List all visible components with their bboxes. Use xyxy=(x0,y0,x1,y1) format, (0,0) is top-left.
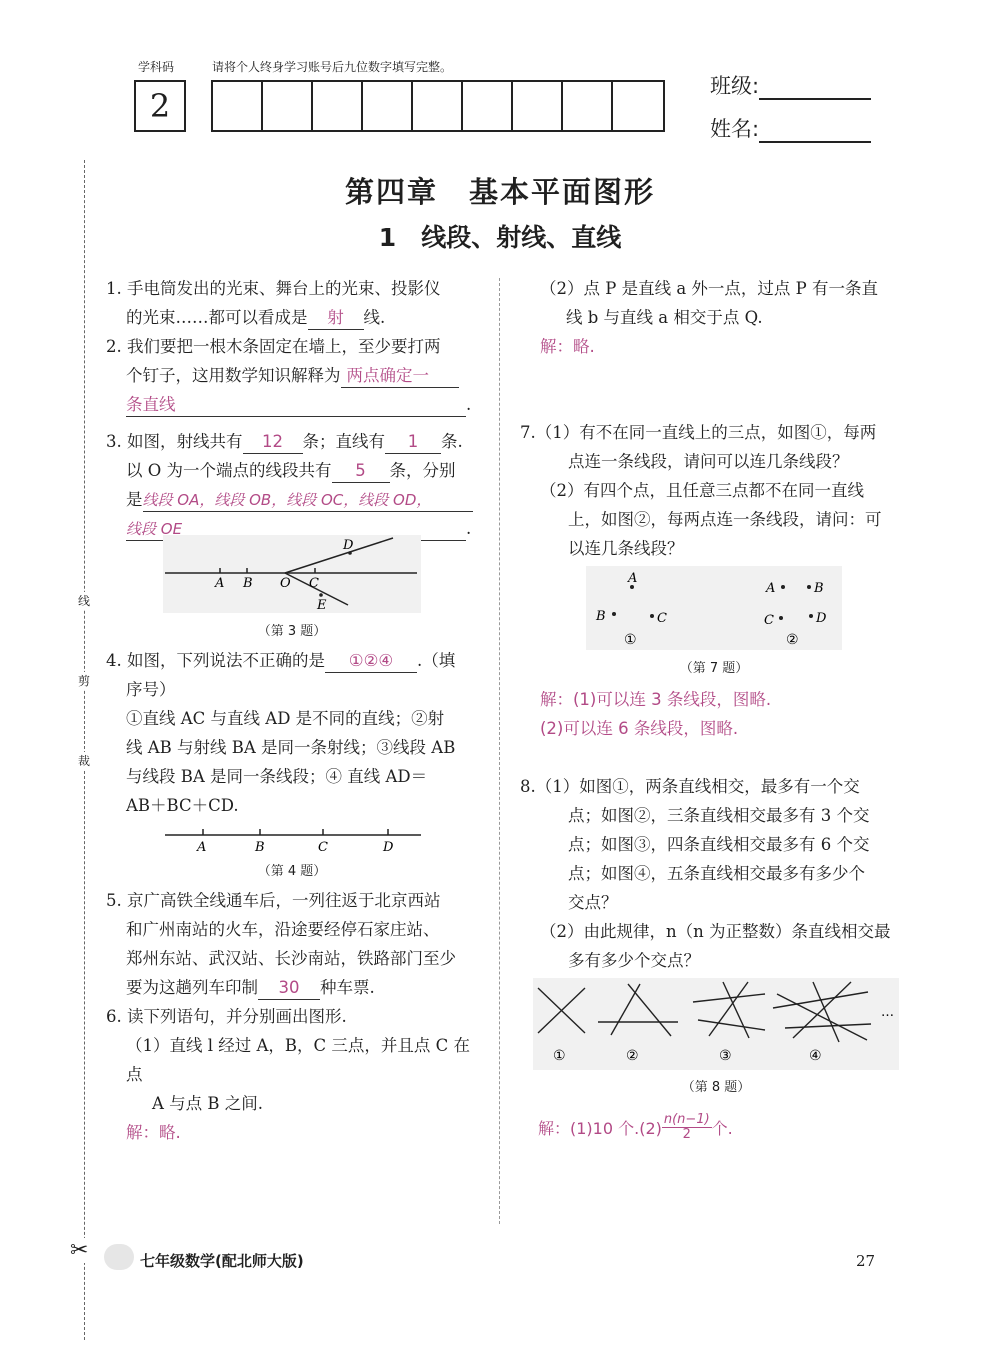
q7-line1: 7.（1）有不在同一直线上的三点，如图①，每两 xyxy=(520,423,877,442)
q4-label-d: D xyxy=(383,840,394,855)
name-line[interactable] xyxy=(759,121,871,143)
q8-label-1: ① xyxy=(553,1048,566,1064)
page-number: 27 xyxy=(856,1252,876,1270)
q7b-label-num: ② xyxy=(786,632,799,648)
q3-caption: （第 3 题） xyxy=(257,624,327,639)
q2-line1: 2. 我们要把一根木条固定在墙上，至少要打两 xyxy=(106,337,441,356)
q7b-label-c: C xyxy=(764,613,774,628)
q3-label-c: C xyxy=(309,576,319,591)
q4-statement-4: AB＋BC＋CD. xyxy=(126,796,239,815)
q7-line3: （2）有四个点，且任意三点都不在同一直线 xyxy=(540,481,864,500)
q5-answer: 30 xyxy=(258,977,320,1000)
q3-label-b: B xyxy=(243,576,253,591)
cut-label-trim: 裁 xyxy=(75,752,93,769)
q8-answer-numerator: n(n−1) xyxy=(663,1112,710,1127)
q8-ellipsis: … xyxy=(881,1005,894,1020)
q3-line1: 3. 如图，射线共有 12 条；直线有 1 条. xyxy=(106,427,486,456)
q4-label-c: C xyxy=(318,840,328,855)
q5-q6-block xyxy=(106,886,486,1147)
digit-box[interactable] xyxy=(313,82,363,130)
section-title: 1 线段、射线、直线 xyxy=(378,223,622,252)
q7-line4: 上，如图②，每两点连一条线段，请问：可 xyxy=(568,510,882,529)
q1-answer: 射 xyxy=(308,307,364,330)
q8-answer-denominator: 2 xyxy=(682,1127,691,1142)
q8-label-3: ③ xyxy=(719,1048,732,1064)
q8-answer: 解：(1)10 个.(2) $\frac{n(n-1)}{2}$ 个. xyxy=(538,1112,733,1142)
q4-caption: （第 4 题） xyxy=(257,864,327,879)
q8-fig-4 xyxy=(773,982,871,1042)
q7a-label-num: ① xyxy=(624,632,637,648)
q7-figure xyxy=(586,566,842,650)
q3-answer-segments: 5 xyxy=(332,460,390,483)
q8-line3: 点；如图③，四条直线相交最多有 6 个交 xyxy=(568,835,870,854)
q7-line2: 点连一条线段，请问可以连几条线段？ xyxy=(568,452,849,471)
q4-line1: 4. 如图，下列说法不正确的是 ①②④ .（填 xyxy=(106,646,486,675)
q8-line2: 点；如图②，三条直线相交最多有 3 个交 xyxy=(568,806,870,825)
q8-line6: （2）由此规律，n（n 为正整数）条直线相交最 xyxy=(540,922,891,941)
q8-caption: （第 8 题） xyxy=(681,1080,751,1095)
q3-line2: 以 O 为一个端点的线段共有 5 条，分别 xyxy=(106,456,486,485)
q7a-label-c: C xyxy=(657,611,667,626)
q7-answer-1: 解：(1)可以连 3 条线段，图略. xyxy=(540,690,772,709)
q8-line7: 多有多少个交点？ xyxy=(568,951,700,970)
cut-label-cut: 剪 xyxy=(75,672,93,689)
q4-statement-3: 与线段 BA 是同一条线段；④ 直线 AD＝ xyxy=(126,767,428,786)
q3-label-o: O xyxy=(280,576,291,591)
q3-label-d: D xyxy=(343,538,354,553)
q5-line1: 5. 京广高铁全线通车后，一列往返于北京西站 xyxy=(106,891,441,910)
q4-answer: ①②④ xyxy=(325,650,417,673)
q7b-label-d: D xyxy=(816,611,827,626)
subject-code-box: 2 xyxy=(134,80,186,132)
q5-line3: 郑州东站、武汉站、长沙南站，铁路部门至少 xyxy=(126,949,456,968)
q8-label-2: ② xyxy=(626,1048,639,1064)
q4-block xyxy=(106,646,486,820)
q8-label-4: ④ xyxy=(809,1048,822,1064)
q6-part2-line1: （2）点 P 是直线 a 外一点，过点 P 有一条直 xyxy=(540,279,879,298)
footer-badge xyxy=(104,1244,134,1270)
digit-box[interactable] xyxy=(363,82,413,130)
name-field[interactable] xyxy=(710,113,871,143)
q7-caption: （第 7 题） xyxy=(679,661,749,676)
q6-part2-block xyxy=(520,274,898,361)
digit-box[interactable] xyxy=(413,82,463,130)
q5-line4: 要为这趟列车印制 30 种车票. xyxy=(106,973,486,1002)
q8-line4: 点；如图④，五条直线相交最多有多少个 xyxy=(568,864,865,883)
q7-block xyxy=(520,418,898,563)
q2-answer-2: 条直线 xyxy=(126,394,466,417)
q3-label-e: E xyxy=(317,598,327,613)
digit-box[interactable] xyxy=(463,82,513,130)
q8-fig-1 xyxy=(538,988,585,1033)
q6-part2-line2: 线 b 与直线 a 相交于点 Q. xyxy=(566,308,763,327)
q8-line5: 交点？ xyxy=(568,893,618,912)
q3-answer-lines: 1 xyxy=(385,431,441,454)
q7b-label-a: A xyxy=(766,581,776,596)
digit-box[interactable] xyxy=(213,82,263,130)
q7b-label-b: B xyxy=(814,581,824,596)
cut-label-line: 线 xyxy=(75,592,93,609)
q8-fig-2 xyxy=(598,984,678,1036)
q3-line3: 是线段 OA，线段 OB，线段 OC，线段 OD， xyxy=(106,485,486,514)
q2-line3: 条直线 . xyxy=(106,390,486,419)
q8-block xyxy=(520,772,898,975)
q4-line2: 序号） xyxy=(126,680,176,699)
digit-box[interactable] xyxy=(613,82,663,130)
q2-line2: 个钉子，这用数学知识解释为 两点确定一 xyxy=(106,361,486,390)
class-field[interactable] xyxy=(710,70,871,100)
account-digit-boxes[interactable] xyxy=(211,80,665,132)
q7-answer-block xyxy=(540,685,900,743)
left-column xyxy=(106,274,486,543)
cut-line xyxy=(84,160,85,1340)
q6-line1: 6. 读下列语句，并分别画出图形. xyxy=(106,1007,347,1026)
digit-box[interactable] xyxy=(513,82,563,130)
q6-part2-answer: 解：略. xyxy=(540,337,595,356)
class-line[interactable] xyxy=(759,78,871,100)
q1-line1: 1. 手电筒发出的光束、舞台上的光束、投影仪 xyxy=(106,279,441,298)
q5-line2: 和广州南站的火车，沿途要经停石家庄站、 xyxy=(126,920,440,939)
q3-label-a: A xyxy=(215,576,225,591)
q4-label-b: B xyxy=(255,840,265,855)
digit-box[interactable] xyxy=(563,82,613,130)
q3-answer-rays: 12 xyxy=(243,431,303,454)
q2-answer-1: 两点确定一 xyxy=(341,365,459,388)
chapter-title: 第四章 基本平面图形 xyxy=(344,175,655,209)
q7a-label-b: B xyxy=(596,609,606,624)
q8-line1: 8.（1）如图①，两条直线相交，最多有一个交 xyxy=(520,777,860,796)
q3-line4: 线段 OE . xyxy=(106,514,486,543)
q7-answer-2: (2)可以连 6 条线段，图略. xyxy=(540,719,739,738)
q3-figure xyxy=(163,535,421,613)
q6-part1-line1: （1）直线 l 经过 A，B，C 三点，并且点 C 在点 xyxy=(126,1036,471,1084)
q1-line2: 的光束……都可以看成是 射 线. xyxy=(106,303,486,332)
q3-ray-od xyxy=(285,538,393,573)
name-label: 姓名: xyxy=(710,117,760,141)
account-instruction: 请将个人终身学习账号后九位数字填写完整。 xyxy=(212,60,453,74)
scissors-icon: ✂ xyxy=(70,1238,89,1263)
book-title: 七年级数学(配北师大版) xyxy=(140,1252,304,1270)
q8-fig-3 xyxy=(693,982,765,1038)
q7a-label-a: A xyxy=(628,571,638,586)
class-label: 班级: xyxy=(710,74,760,98)
q6-part1-line2: A 与点 B 之间. xyxy=(152,1094,264,1113)
q4-figure xyxy=(163,826,423,856)
q4-label-a: A xyxy=(197,840,207,855)
q6-part1-answer: 解：略. xyxy=(126,1123,181,1142)
q4-statement-2: 线 AB 与射线 BA 是同一条射线；③线段 AB xyxy=(126,738,456,757)
q3-answer-list-1: 线段 OA，线段 OB，线段 OC，线段 OD， xyxy=(143,489,473,512)
subject-code-label: 学科码 xyxy=(138,60,175,74)
q7-line5: 以连几条线段？ xyxy=(568,539,684,558)
q8-figure xyxy=(533,978,899,1070)
digit-box[interactable] xyxy=(263,82,313,130)
column-divider xyxy=(499,278,500,1224)
q3-answer-list-2: 线段 OE xyxy=(126,518,466,541)
q4-statement-1: ①直线 AC 与直线 AD 是不同的直线；②射 xyxy=(126,709,445,728)
